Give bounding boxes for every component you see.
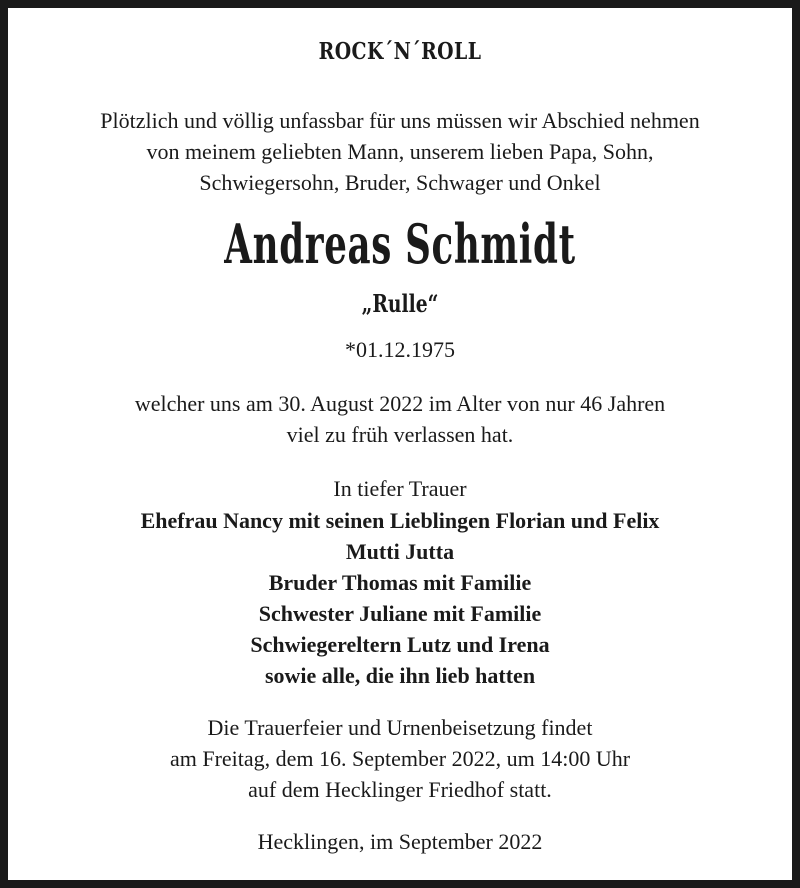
mourner-line: Bruder Thomas mit Familie [268,570,532,595]
funeral-line-2: am Freitag, dem 16. September 2022, um 14:00 Uhr [169,746,631,771]
deceased-name: Andreas Schmidt [224,212,576,276]
mourner-line: Schwester Juliane mit Familie [258,601,542,626]
nickname: „Rulle“ [361,289,439,318]
mourning-intro: In tiefer Trauer [333,476,467,501]
intro-line-1: Plötzlich und völlig unfassbar für uns müssen wir Abschied nehmen [100,108,700,133]
funeral-line-1: Die Trauerfeier und Urnenbeisetzung findet [207,715,593,740]
place-date: Hecklingen, im September 2022 [257,829,543,854]
death-text-line-1: welcher uns am 30. August 2022 im Alter von nur 46 Jahren [134,391,666,416]
intro-line-2: von meinem geliebten Mann, unserem lieben Papa, Sohn, [146,139,654,164]
death-text-line-2: viel zu früh verlassen hat. [286,422,514,447]
mourner-line: Ehefrau Nancy mit seinen Lieblingen Florian und Felix [140,508,660,533]
funeral-line-3: auf dem Hecklinger Friedhof statt. [248,777,552,802]
mourner-line: Mutti Jutta [345,539,455,564]
mourner-line: Schwiegereltern Lutz und Irena [250,632,550,657]
mourner-line: sowie alle, die ihn lieb hatten [264,663,536,688]
birth-date: *01.12.1975 [345,337,455,362]
headline: ROCK´N´ROLL [318,38,482,65]
intro-line-3: Schwiegersohn, Bruder, Schwager und Onkel [199,170,601,195]
